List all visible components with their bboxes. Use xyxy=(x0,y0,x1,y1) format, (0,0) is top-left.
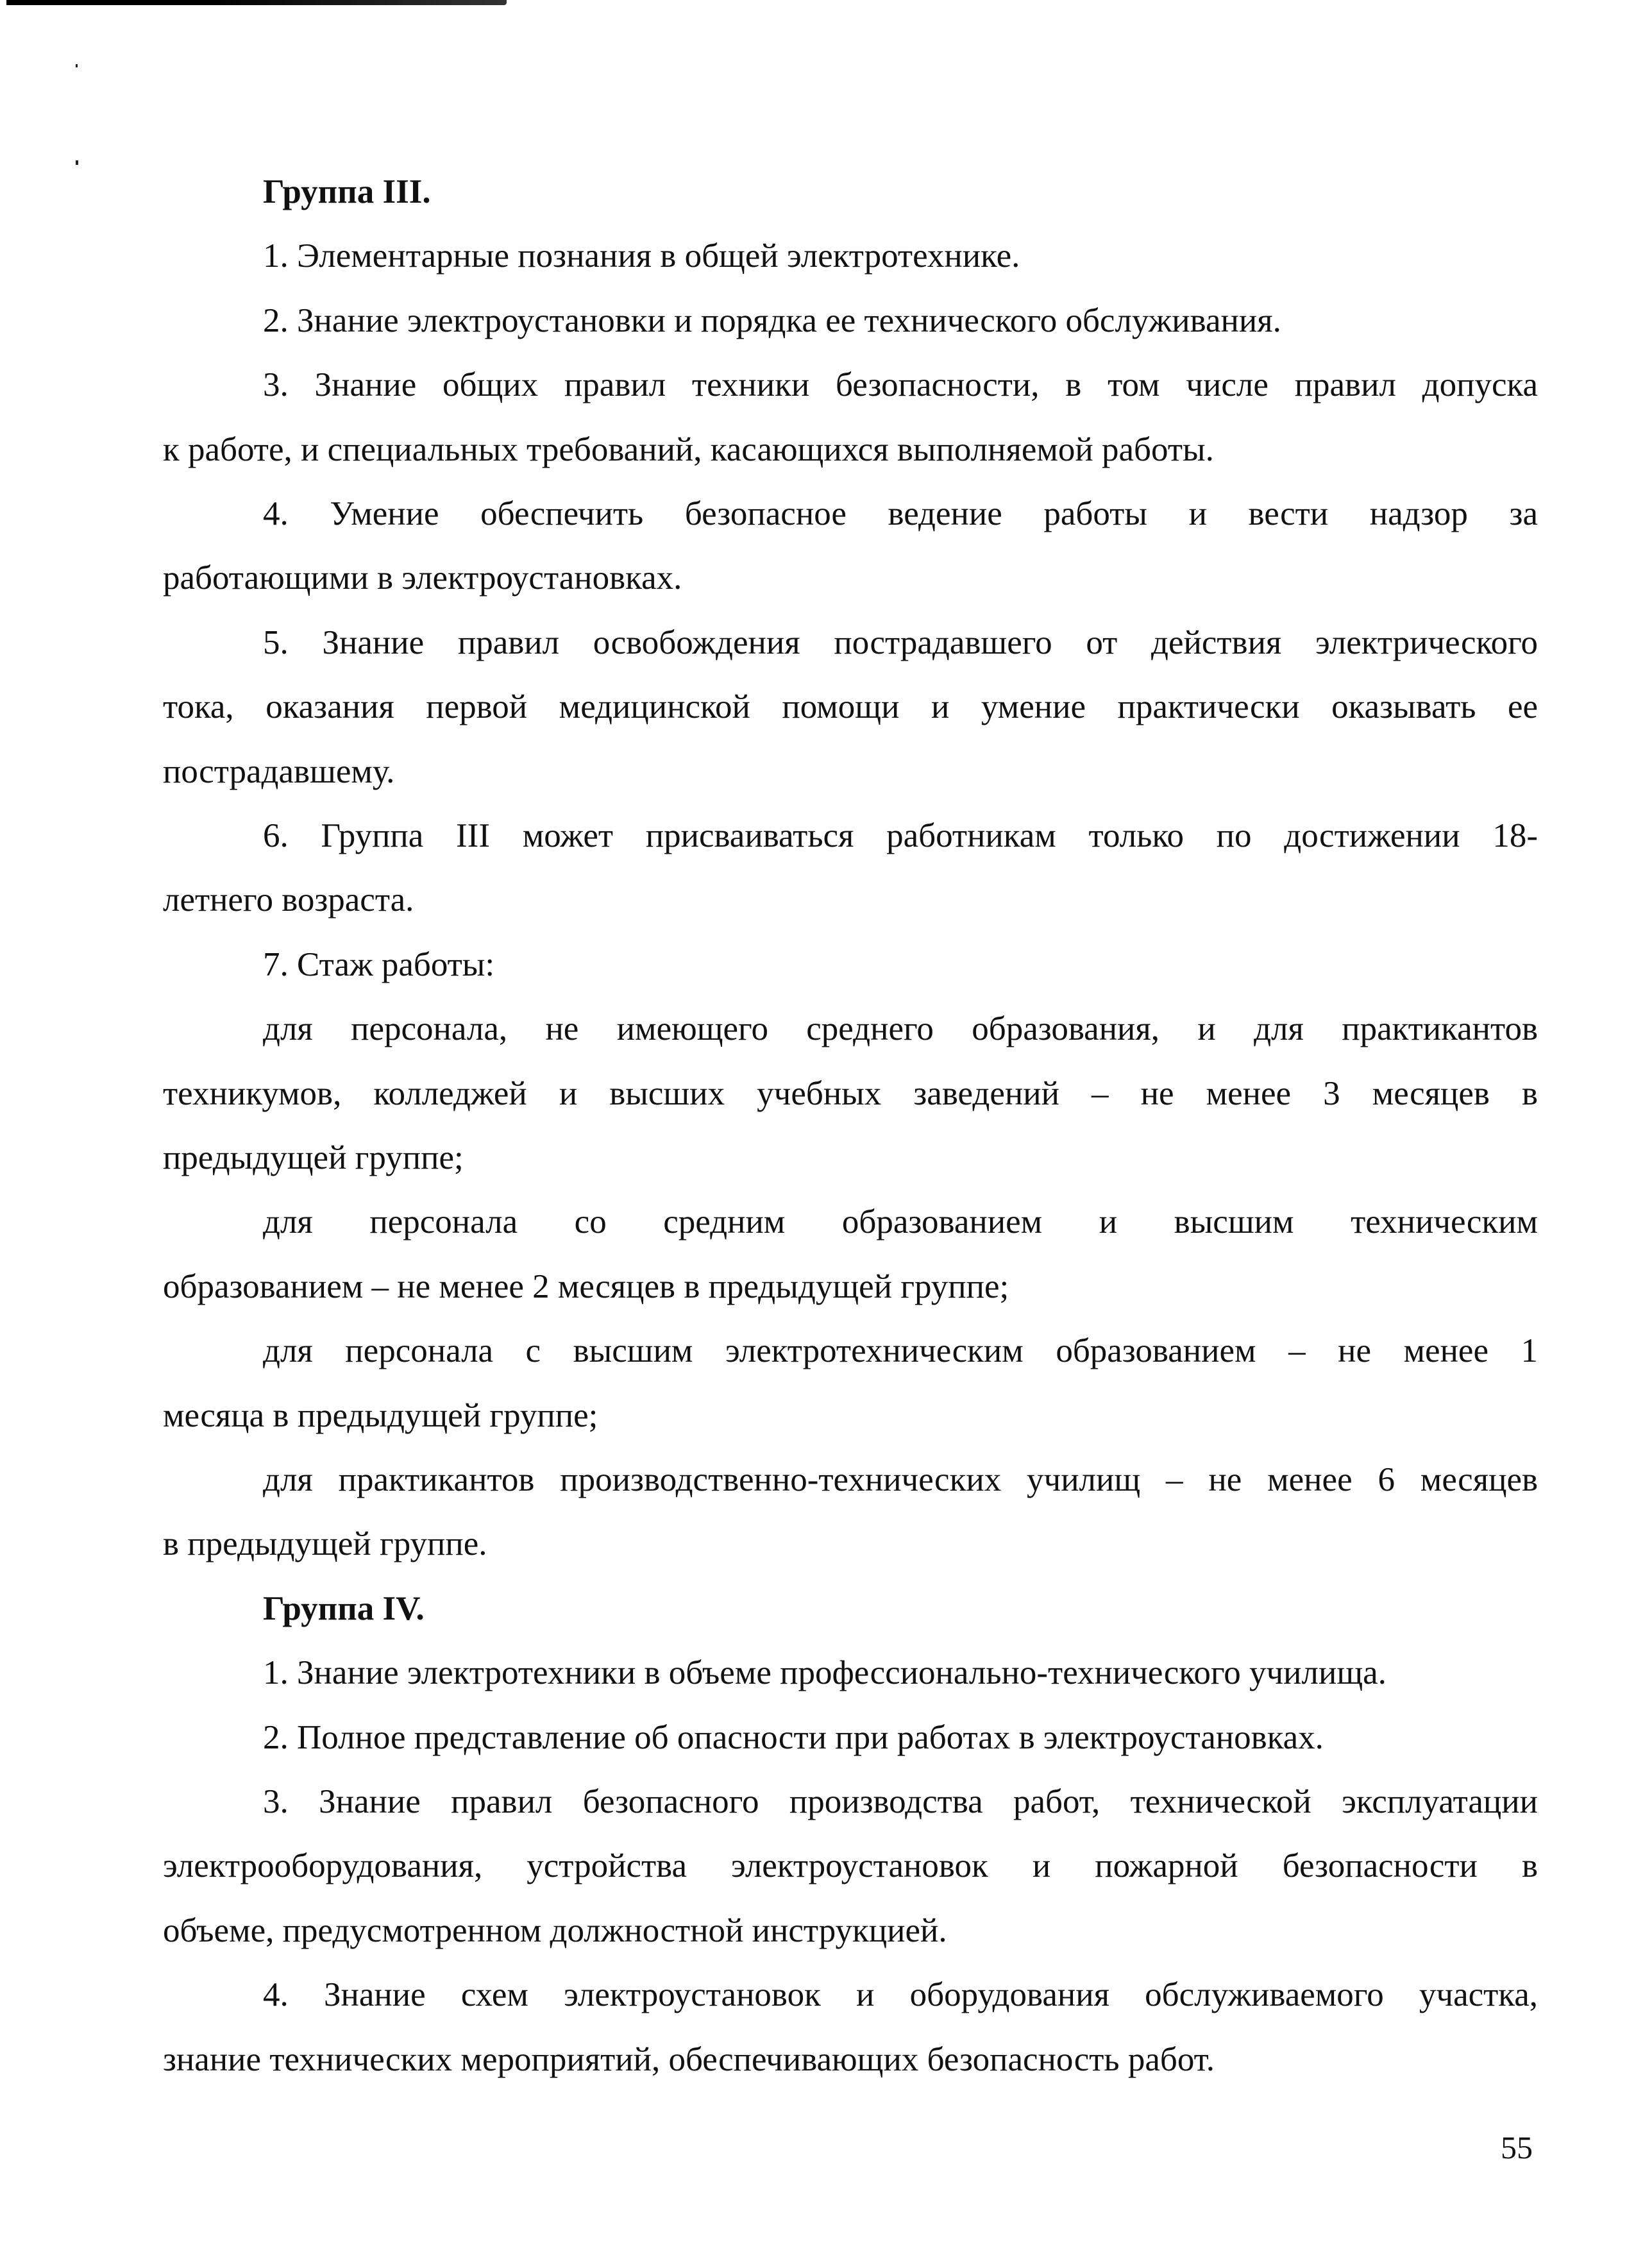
paragraph-line: 5. Знание правил освобождения пострадавшего от действия электрического xyxy=(263,623,1538,661)
paragraph-line: для персонала со средним образованием и высшим техническим xyxy=(263,1203,1538,1241)
paragraph-line: предыдущей группе; xyxy=(163,1139,464,1176)
paragraph-line: в предыдущей группе. xyxy=(163,1525,487,1563)
scan-speck xyxy=(76,160,78,165)
paragraph-line: электрооборудования, устройства электроустановок и пожарной безопасности в xyxy=(163,1847,1538,1885)
paragraph-line: 3. Знание правил безопасного производства работ, технической эксплуатации xyxy=(263,1783,1538,1820)
paragraph-line: 3. Знание общих правил техники безопасности, в том числе правил допуска xyxy=(263,366,1538,404)
paragraph-line: летнего возраста. xyxy=(163,881,414,919)
paragraph-line: месяца в предыдущей группе; xyxy=(163,1396,598,1434)
section-heading: Группа III. xyxy=(263,173,431,210)
paragraph-line: 6. Группа III может присваиваться работникам только по достижении 18- xyxy=(263,817,1538,854)
paragraph-line: пострадавшему. xyxy=(163,752,395,790)
paragraph-line: 7. Стаж работы: xyxy=(263,945,495,983)
scan-edge-rule xyxy=(6,0,507,5)
paragraph-line: 1. Знание электротехники в объеме профессионально-технического училища. xyxy=(263,1654,1387,1692)
scan-speck xyxy=(76,64,78,67)
paragraph-line: работающими в электроустановках. xyxy=(163,559,682,597)
paragraph-line: 4. Знание схем электроустановок и оборудования обслуживаемого участка, xyxy=(263,1976,1538,2014)
paragraph-line: 2. Полное представление об опасности при работах в электроустановках. xyxy=(263,1718,1324,1756)
paragraph-line: объеме, предусмотренном должностной инструкцией. xyxy=(163,1911,947,1949)
paragraph-line: образованием – не менее 2 месяцев в предыдущей группе; xyxy=(163,1267,1009,1305)
paragraph-line: к работе, и специальных требований, касающихся выполняемой работы. xyxy=(163,430,1214,468)
paragraph-line: 2. Знание электроустановки и порядка ее технического обслуживания. xyxy=(263,301,1281,339)
paragraph-line: тока, оказания первой медицинской помощи и умение практически оказывать ее xyxy=(163,688,1538,726)
paragraph-line: для персонала с высшим электротехническим образованием – не менее 1 xyxy=(263,1332,1538,1370)
page-number: 55 xyxy=(1501,2129,1533,2165)
paragraph-line: знание технических мероприятий, обеспечивающих безопасность работ. xyxy=(163,2040,1215,2078)
paragraph-line: для практикантов производственно-технических училищ – не менее 6 месяцев xyxy=(263,1461,1538,1498)
paragraph-line: 1. Элементарные познания в общей электротехнике. xyxy=(263,237,1020,275)
paragraph-line: 4. Умение обеспечить безопасное ведение работы и вести надзор за xyxy=(263,495,1538,532)
section-heading: Группа IV. xyxy=(263,1589,425,1627)
paragraph-line: для персонала, не имеющего среднего образования, и для практикантов xyxy=(263,1010,1538,1048)
paragraph-line: техникумов, колледжей и высших учебных заведений – не менее 3 месяцев в xyxy=(163,1074,1538,1112)
